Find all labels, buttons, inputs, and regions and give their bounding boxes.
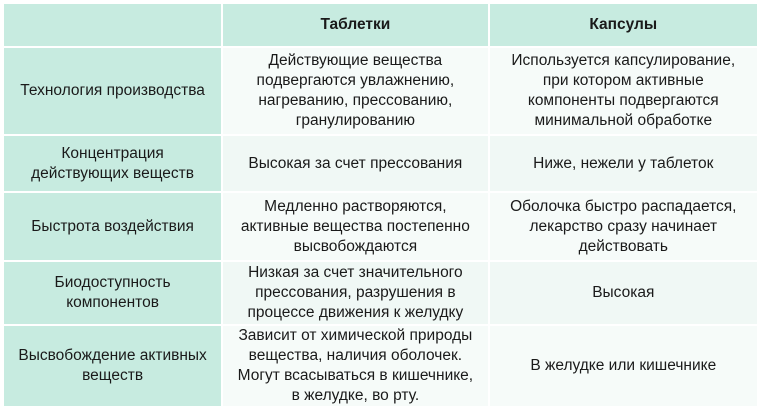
cell-line: Действующие вещества	[268, 52, 443, 69]
row-label-concentration	[4, 136, 221, 191]
tablets-cell	[223, 136, 487, 191]
cell-line: Медленно растворяются,	[264, 197, 447, 215]
row-label-line: компонентов	[66, 294, 159, 311]
header-tablets: Таблетки	[223, 4, 487, 46]
cell-line: Высокая за счет прессования	[248, 154, 463, 172]
cell-line: В желудке или кишечнике	[530, 357, 717, 374]
capsules-cell	[490, 136, 757, 191]
cell-line: Используется капсулирование,	[511, 52, 736, 69]
cell-line: активные вещества постепенно	[240, 217, 470, 235]
row-label-line: Технология производства	[20, 82, 205, 99]
row-label-speed-of-action	[4, 193, 221, 260]
cell-line: процессе движения к желудку	[247, 304, 464, 321]
tablets-cell	[223, 262, 487, 324]
cell-line: Высокая	[592, 284, 655, 301]
row-label-line: Быстрота воздействия	[31, 217, 194, 235]
row-label-production-technology	[4, 48, 221, 134]
row-label-line: веществ	[82, 367, 144, 384]
cell-line: гранулированию	[295, 112, 416, 129]
capsules-cell	[490, 193, 757, 260]
capsules-cell	[490, 326, 757, 406]
cell-line: лекарство сразу начинает	[529, 217, 718, 235]
table-row	[4, 326, 757, 406]
table-row	[4, 48, 757, 134]
cell-line: нагреванию, прессованию,	[258, 92, 453, 109]
cell-line: компоненты подвергаются	[527, 92, 719, 109]
cell-line: Оболочка быстро распадается,	[510, 197, 737, 215]
cell-line: действовать	[578, 237, 668, 255]
table-row	[4, 136, 757, 191]
cell-line: высвобождаются	[293, 237, 418, 255]
row-label-bioavailability	[4, 262, 221, 324]
cell-line: Низкая за счет значительного	[248, 264, 463, 281]
cell-line: при котором активные	[542, 72, 704, 89]
row-label-line: Биодоступность	[54, 274, 171, 291]
capsules-cell	[490, 262, 757, 324]
cell-line: минимальной обработке	[534, 112, 713, 129]
cell-line: Могут всасываться в кишечнике,	[237, 367, 474, 384]
row-label-release	[4, 326, 221, 406]
row-label-line: Концентрация	[61, 144, 164, 162]
tablets-cell	[223, 193, 487, 260]
table-row	[4, 193, 757, 260]
tablets-vs-capsules-table	[2, 2, 759, 408]
table-row	[4, 262, 757, 324]
header-row	[4, 4, 757, 46]
cell-line: вещества, наличия оболочек.	[248, 347, 463, 364]
capsules-cell	[490, 48, 757, 134]
cell-line: Зависит от химической природы	[238, 327, 473, 344]
cell-line: подвергаются увлажнению,	[256, 72, 455, 89]
row-label-line: действующих веществ	[31, 164, 195, 182]
cell-line: Ниже, нежели у таблеток	[533, 154, 714, 172]
cell-line: в желудке, во рту.	[291, 387, 420, 404]
header-corner-cell	[4, 4, 221, 46]
header-capsules: Капсулы	[490, 4, 757, 46]
row-label-line: Высвобождение активных	[18, 347, 207, 364]
tablets-cell	[223, 326, 487, 406]
tablets-cell	[223, 48, 487, 134]
cell-line: прессования, разрушения в	[255, 284, 456, 301]
